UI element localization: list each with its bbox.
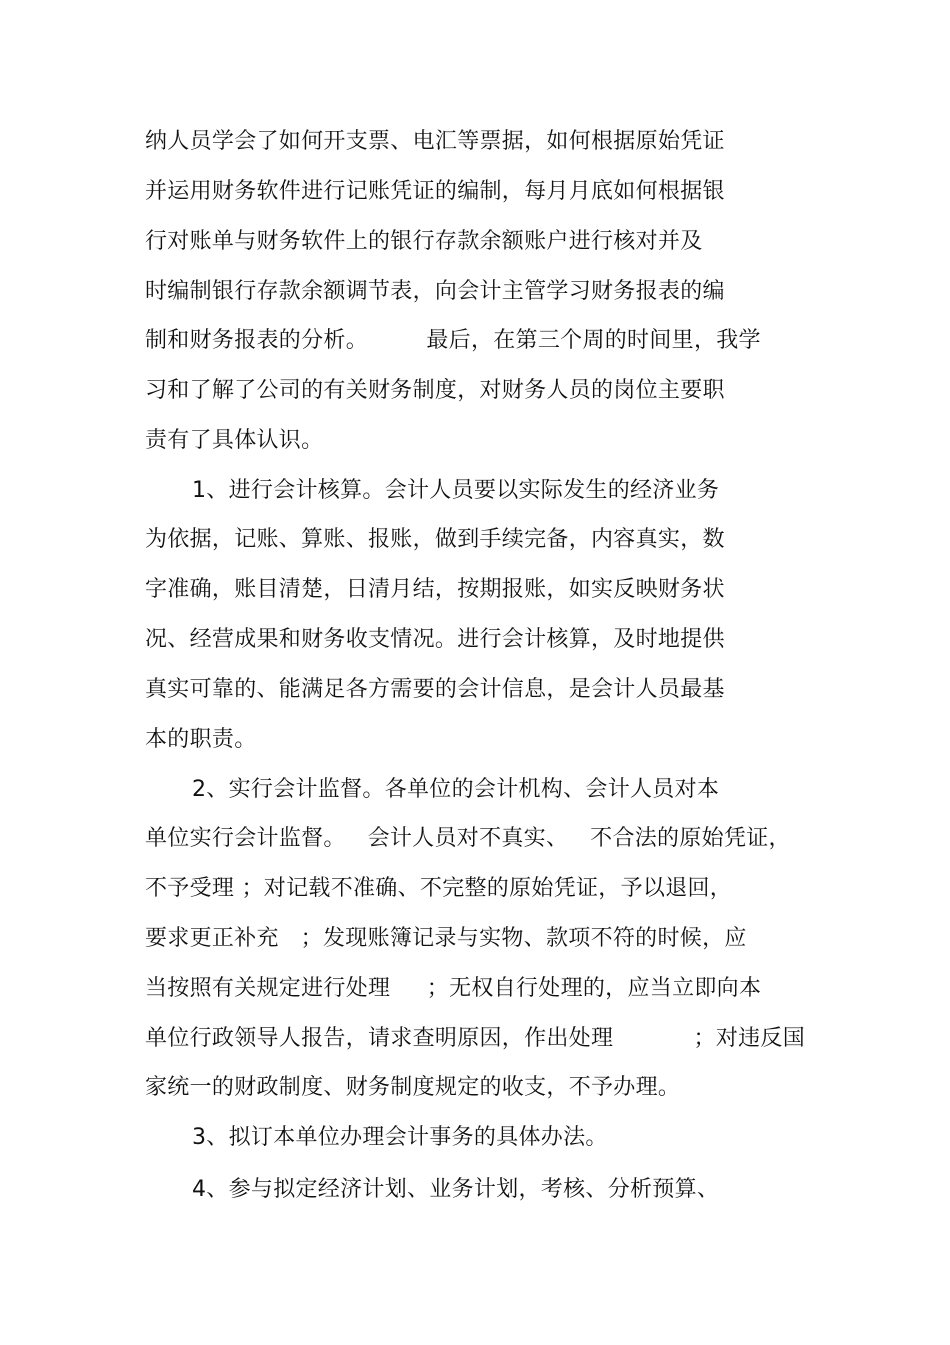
text-line: 制和财务报表的分析。 最后，在第三个周的时间里，我学 [145,328,761,353]
text-line: 并运用财务软件进行记账凭证的编制，每月月底如何根据银 [145,179,725,204]
text-line: 本的职责。 [145,727,257,752]
text-line: 家统一的财政制度、财务制度规定的收支，不予办理。 [145,1075,681,1100]
text-line: 行对账单与财务软件上的银行存款余额账户进行核对并及 [145,229,703,254]
text-line: 为依据，记账、算账、报账，做到手续完备，内容真实，数 [145,527,725,552]
text-line: 纳人员学会了如何开支票、电汇等票据，如何根据原始凭证 [145,129,725,154]
text-line: 要求更正补充 ；发现账簿记录与实物、款项不符的时候，应 [145,926,747,951]
text-line: 况、经营成果和财务收支情况。进行会计核算，及时地提供 [145,627,725,652]
text-line: 真实可靠的、能满足各方需要的会计信息，是会计人员最基 [145,677,725,702]
text-line: 当按照有关规定进行处理 ；无权自行处理的，应当立即向本 [145,976,762,1001]
text-line: 不予受理 ；对记载不准确、不完整的原始凭证，予以退回， [145,876,733,901]
text-line: 单位实行会计监督。 会计人员对不真实、 不合法的原始凭证， [145,826,791,851]
text-line: 字准确，账目清楚，日清月结，按期报账，如实反映财务状 [145,577,725,602]
text-line: 习和了解了公司的有关财务制度，对财务人员的岗位主要职 [145,378,725,403]
text-line: 1、进行会计核算。会计人员要以实际发生的经济业务 [192,478,720,503]
text-line: 4、参与拟定经济计划、业务计划，考核、分析预算、 [192,1177,720,1202]
text-line: 责有了具体认识。 [145,428,324,453]
text-line: 2、实行会计监督。各单位的会计机构、会计人员对本 [192,777,720,802]
text-line: 3、拟订本单位办理会计事务的具体办法。 [192,1125,608,1150]
text-line: 单位行政领导人报告，请求查明原因，作出处理 ；对违反国 [145,1026,806,1051]
text-line: 时编制银行存款余额调节表，向会计主管学习财务报表的编 [145,279,725,304]
